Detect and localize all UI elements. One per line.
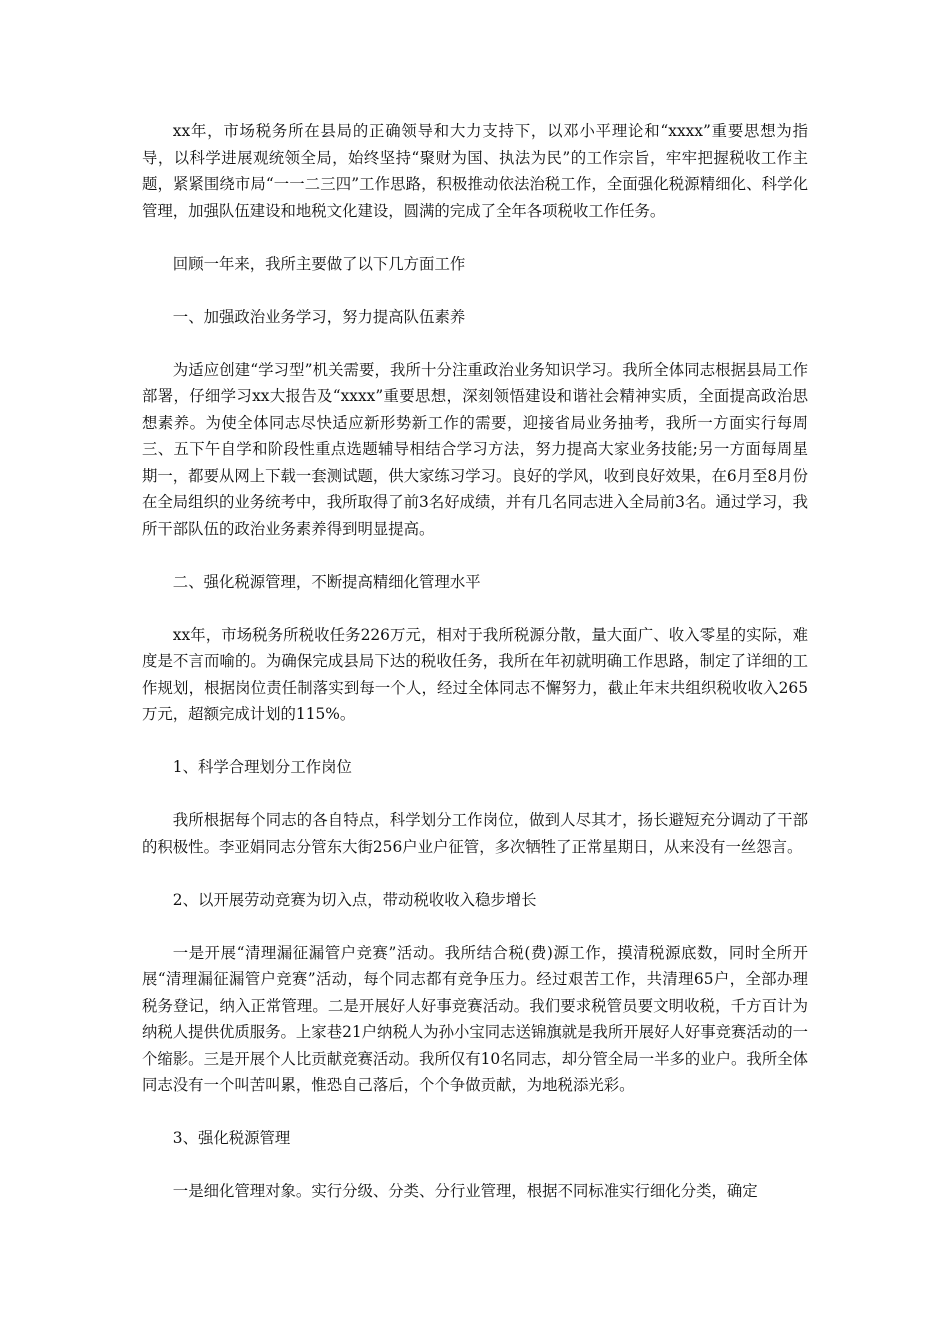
section-2-heading: 二、强化税源管理，不断提高精细化管理水平 [172, 572, 481, 591]
subsection-2-paragraph: 一是开展“清理漏征漏管户竞赛”活动。我所结合税(费)源工作，摸清税源底数，同时全所开展“清理漏征漏管户竞赛”活动，每个同志都有竞争压力。经过艰苦工作，共清理65户，全部办理税务登记，纳入正常管理。二是开展好人好事竞赛活动。我们要求税管员要文明收税，千方百计为纳税人提供优质服务。上家巷21户纳税人为孙小宝同志送锦旗就是我所开展好人好事竞赛活动的一个缩影。三是开展个人比贡献竞赛活动。我所仅有10名同志，却分管全局一半多的业户。我所全体同志没有一个叫苦叫累，惟恐自己落后，个个争做贡献，为地税添光彩。 [142, 943, 808, 1094]
intro-paragraph: xx年，市场税务所在县局的正确领导和大力支持下，以邓小平理论和“xxxx”重要思想为指导，以科学进展观统领全局，始终坚持“聚财为国、执法为民”的工作宗旨，牢牢把握税收工作主题，紧紧围绕市局“一一二三四”工作思路，积极推动依法治税工作，全面强化税源精细化、科学化管理，加强队伍建设和地税文化建设，圆满的完成了全年各项税收工作任务。 [142, 122, 808, 220]
section-1-heading: 一、加强政治业务学习，努力提高队伍素养 [172, 307, 466, 326]
subsection-1-paragraph: 我所根据每个同志的各自特点，科学划分工作岗位，做到人尽其才，扬长避短充分调动了干部的积极性。李亚娟同志分管东大街256户业户征管，多次牺牲了正常星期日，从来没有一丝怨言。 [142, 811, 808, 856]
section-1-paragraph: 为适应创建“学习型”机关需要，我所十分注重政治业务知识学习。我所全体同志根据县局工作部署，仔细学习xx大报告及“xxxx”重要思想，深刻领悟建设和谐社会精神实质，全面提高政治思想素养。为使全体同志尽快适应新形势新工作的需要，迎接省局业务抽考，我所一方面实行每周三、五下午自学和阶段性重点选题辅导相结合学习方法，努力提高大家业务技能;另一方面每周星期一，都要从网上下载一套测试题，供大家练习学习。良好的学风，收到良好效果，在6月至8月份在全局组织的业务统考中，我所取得了前3名好成绩，并有几名同志进入全局前3名。通过学习，我所干部队伍的政治业务素养得到明显提高。 [142, 360, 808, 538]
subsection-3-heading: 3、强化税源管理 [172, 1129, 291, 1147]
subsection-1-heading: 1、科学合理划分工作岗位 [172, 758, 352, 776]
section-2-paragraph: xx年，市场税务所税收任务226万元，相对于我所税源分散，量大面广、收入零星的实际，难度是不言而喻的。为确保完成县局下达的税收任务，我所在年初就明确工作思路，制定了详细的工作规划，根据岗位责任制落实到每一个人，经过全体同志不懈努力，截止年末共组织税收收入265万元，超额完成计划的115%。 [142, 625, 808, 723]
subsection-2-heading: 2、以开展劳动竞赛为切入点，带动税收收入稳步增长 [172, 890, 537, 909]
review-heading: 回顾一年来，我所主要做了以下几方面工作 [172, 254, 466, 273]
document-body [142, 118, 808, 1231]
subsection-3-paragraph: 一是细化管理对象。实行分级、分类、分行业管理，根据不同标准实行细化分类，确定 [172, 1182, 758, 1200]
